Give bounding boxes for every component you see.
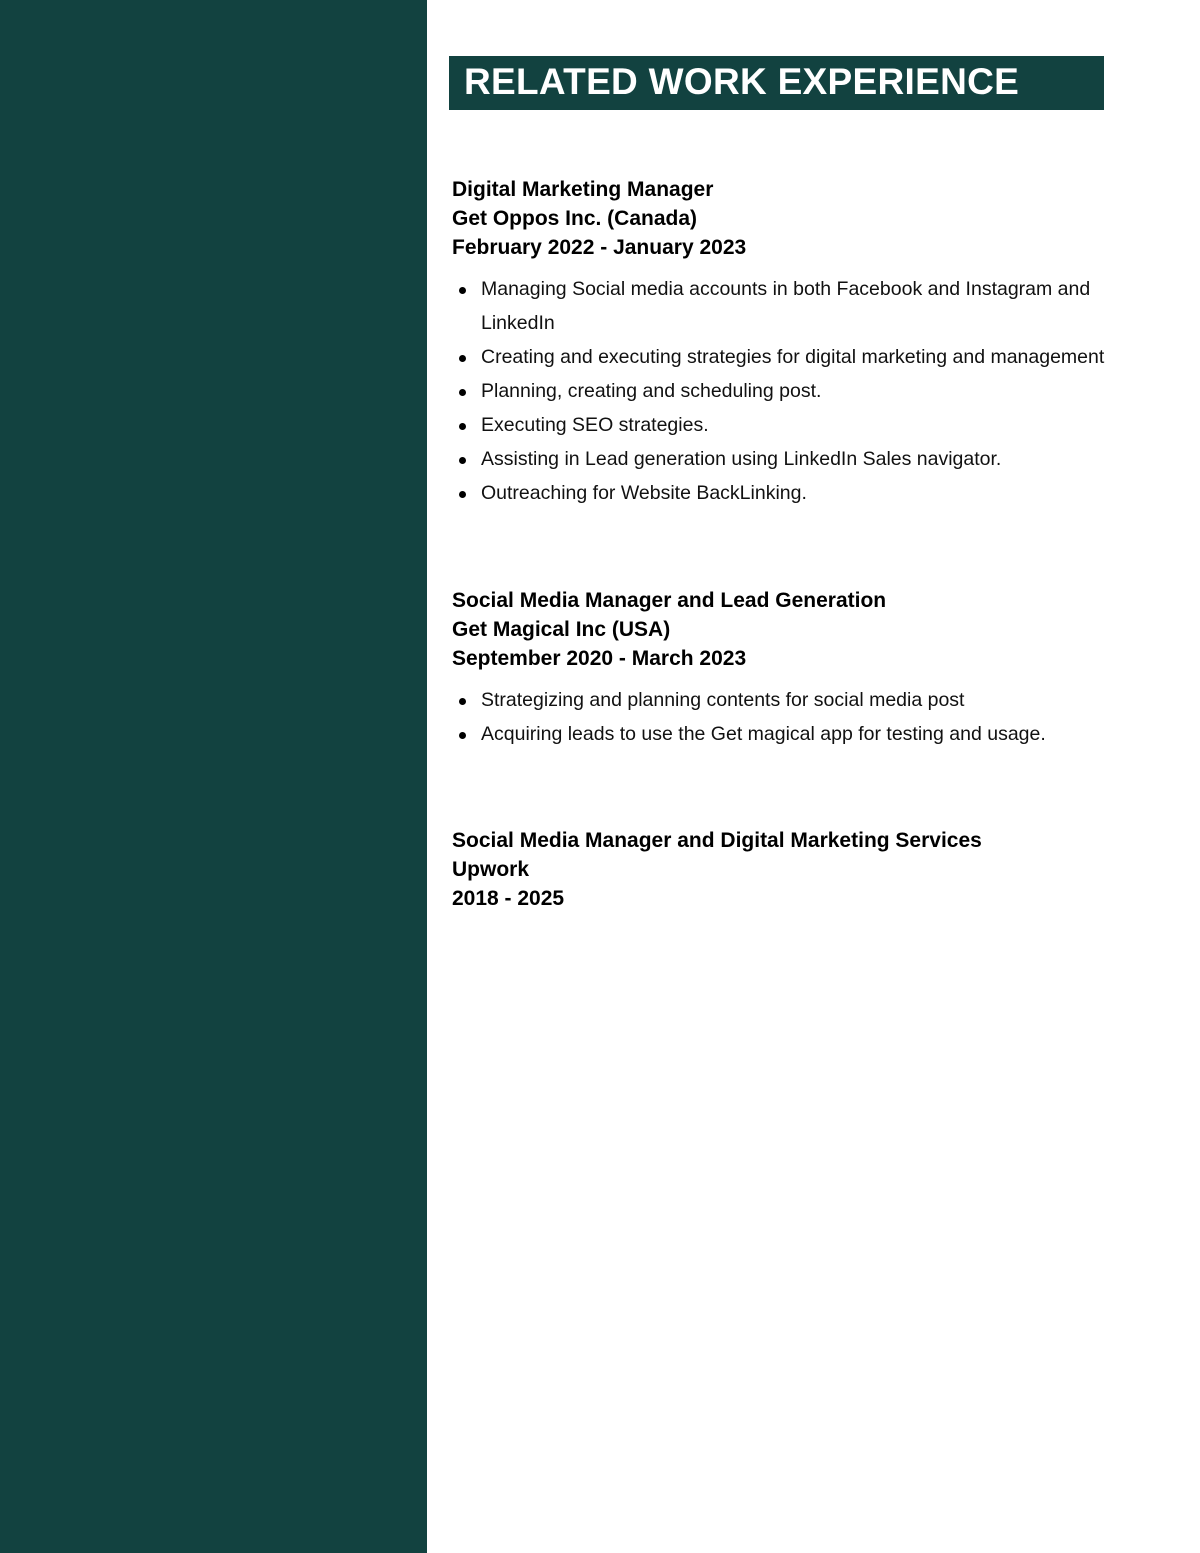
- bullet-item: Managing Social media accounts in both Facebook and Instagram and LinkedIn: [481, 272, 1112, 340]
- bullet-item: Executing SEO strategies.: [481, 408, 1112, 442]
- section-header: [449, 56, 1104, 110]
- job-company: Get Oppos Inc. (Canada): [452, 207, 698, 230]
- bullet-item: Assisting in Lead generation using LinkedIn Sales navigator.: [481, 442, 1112, 476]
- job-bullets: [452, 272, 1112, 510]
- bullet-item: Strategizing and planning contents for social media post: [481, 683, 1112, 717]
- bullet-item: Outreaching for Website BackLinking.: [481, 476, 1112, 510]
- bullet-item: Acquiring leads to use the Get magical app for testing and usage.: [481, 717, 1112, 751]
- sidebar-panel: [0, 0, 427, 1553]
- bullet-item: Creating and executing strategies for digital marketing and management: [481, 340, 1112, 374]
- job-title: Social Media Manager and Digital Marketing Services: [452, 829, 982, 852]
- section-title: RELATED WORK EXPERIENCE: [464, 61, 1020, 102]
- job-title: Social Media Manager and Lead Generation: [452, 589, 887, 612]
- job-entry: [452, 826, 1112, 913]
- job-title: Digital Marketing Manager: [452, 178, 714, 201]
- job-dates: 2018 - 2025: [452, 887, 565, 910]
- job-bullets: [452, 683, 1112, 751]
- job-entry: [452, 586, 1112, 751]
- job-dates: February 2022 - January 2023: [452, 236, 747, 259]
- bullet-item: Planning, creating and scheduling post.: [481, 374, 1112, 408]
- job-company: Get Magical Inc (USA): [452, 618, 671, 641]
- job-dates: September 2020 - March 2023: [452, 647, 747, 670]
- job-entry: [452, 175, 1112, 510]
- job-company: Upwork: [452, 858, 530, 881]
